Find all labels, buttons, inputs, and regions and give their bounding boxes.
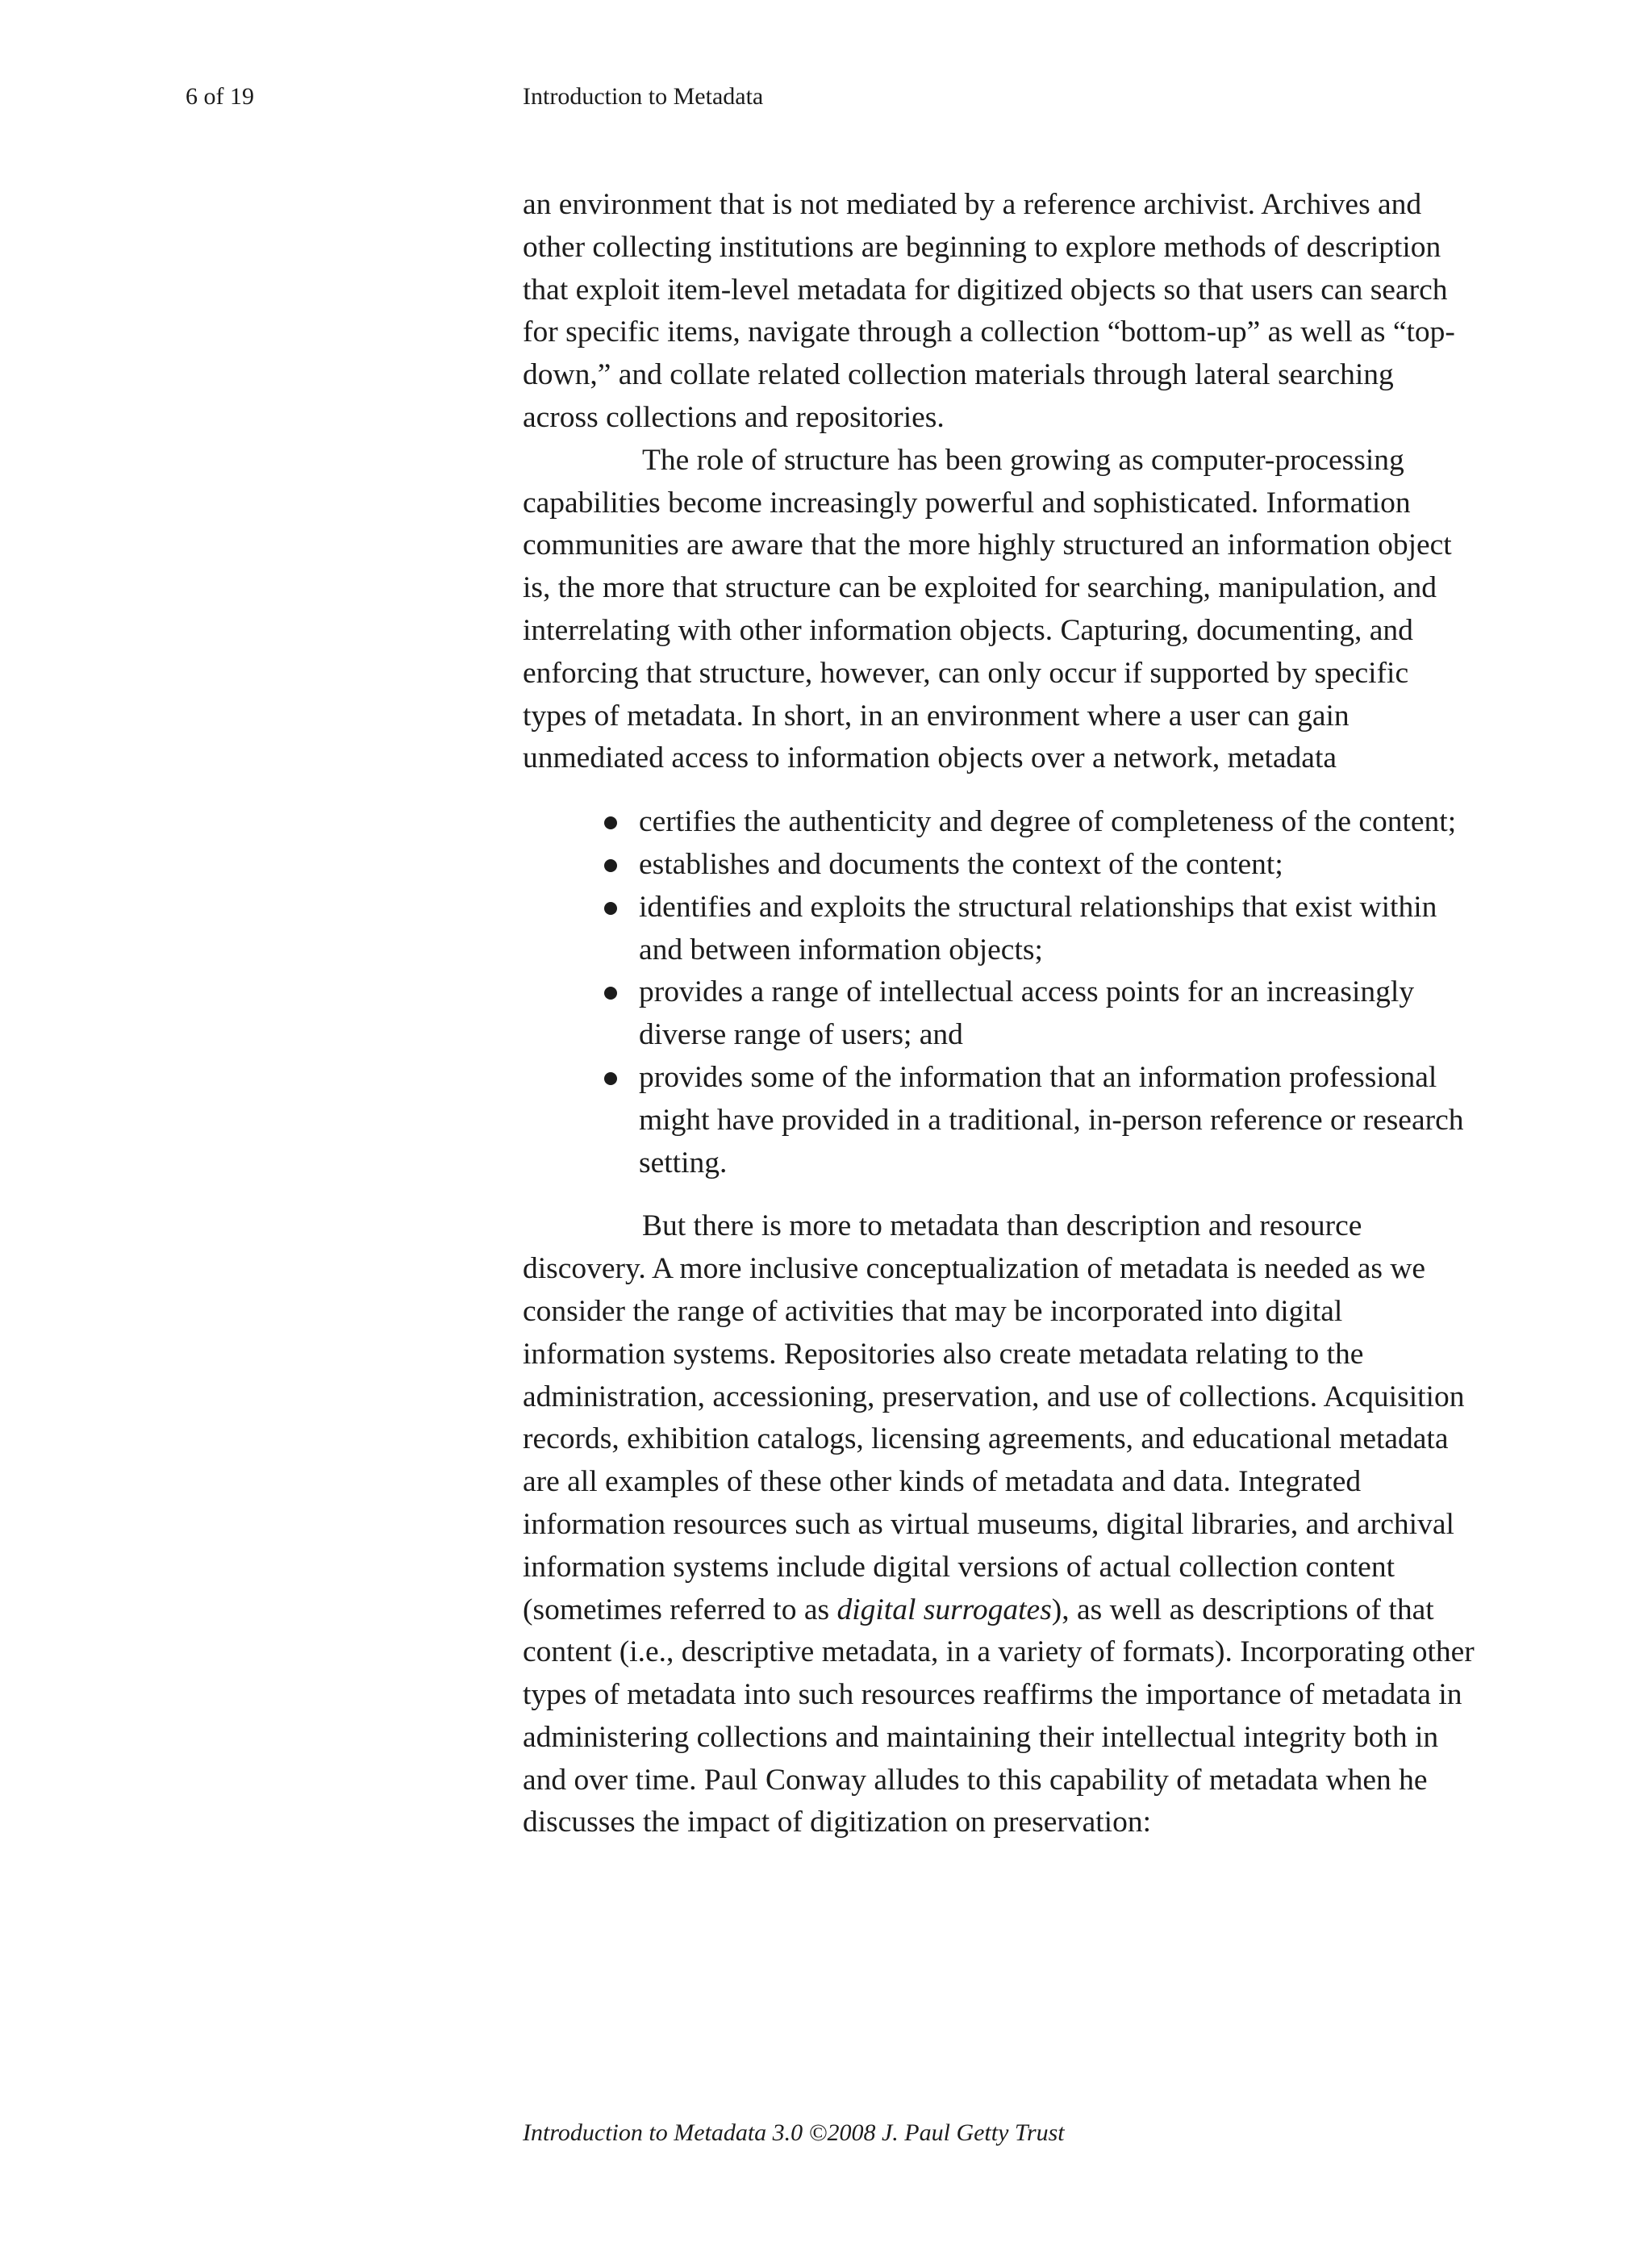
italic-term: digital surrogates <box>836 1593 1052 1626</box>
page-number: 6 of 19 <box>186 83 254 110</box>
page-footer: Introduction to Metadata 3.0 ©2008 J. Paul Getty Trust <box>523 2119 1065 2146</box>
bullet-icon <box>604 859 617 872</box>
paragraph-structure: The role of structure has been growing as computer-processing capabilities become increasingly powerful and sophisticated. Information communities are aware that the more highly structured an information object is, the more that structure can be exploited for searching, manipulation, and interrelating with other information objects. Capturing, documenting, and enforcing that structure, however, can only occur if supported by specific types of metadata. In short, in an environment where a user can gain unmediated access to information objects over a network, metadata <box>523 443 1452 775</box>
bullet-icon <box>604 816 617 829</box>
list-item <box>639 844 1475 887</box>
paragraph-text-part: But there is more to metadata than description and resource discovery. A more inclusive conceptualization of metadata is needed as we consider the range of activities that may be incorporated into digital information systems. Repositories also create metadata relating to the administration, accessioning, preservation, and use of collections. Acquisition records, exhibition catalogs, licensing agreements, and educational metadata are all examples of these other kinds of metadata and data. Integrated information resources such as virtual museums, digital libraries, and archival information systems include digital versions of actual collection content (sometimes referred to as <box>523 1209 1465 1626</box>
paragraph-beyond-description <box>523 1205 1475 1844</box>
list-item <box>639 971 1475 1057</box>
body-text <box>523 184 1475 1844</box>
running-header <box>0 79 1652 115</box>
list-item-text: provides some of the information that an information professional might have provided in a traditional, in-person reference or research setting. <box>639 1060 1464 1179</box>
bullet-icon <box>604 987 617 1000</box>
list-item-text: establishes and documents the context of the content; <box>639 847 1283 881</box>
list-item <box>639 1057 1475 1184</box>
bullet-icon <box>604 902 617 915</box>
metadata-functions-list <box>523 801 1475 1184</box>
running-title: Introduction to Metadata <box>523 83 764 110</box>
list-item-text: certifies the authenticity and degree of completeness of the content; <box>639 805 1457 839</box>
list-item <box>639 887 1475 972</box>
list-item-text: identifies and exploits the structural relationships that exist within and between information objects; <box>639 890 1437 967</box>
paragraph-text-part: ), as well as descriptions of that content (i.e., descriptive metadata, in a variety of formats). Incorporating other types of metadata into such resources reaffirms the importance of metadata in administering collections and maintaining their intellectual integrity both in and over time. Paul Conway alludes to this capability of metadata when he discusses the impact of digitization on preservation: <box>523 1593 1475 1839</box>
bullet-icon <box>604 1072 617 1085</box>
list-item-text: provides a range of intellectual access points for an increasingly diverse range of users; and <box>639 975 1415 1052</box>
list-item <box>639 801 1475 844</box>
paragraph-continuation: an environment that is not mediated by a reference archivist. Archives and other collecting institutions are beginning to explore methods of description that exploit item-level metadata for digitized objects so that users can search for specific items, navigate through a collection “bottom-up” as well as “top-down,” and collate related collection materials through lateral searching across collections and repositories. <box>523 188 1455 434</box>
